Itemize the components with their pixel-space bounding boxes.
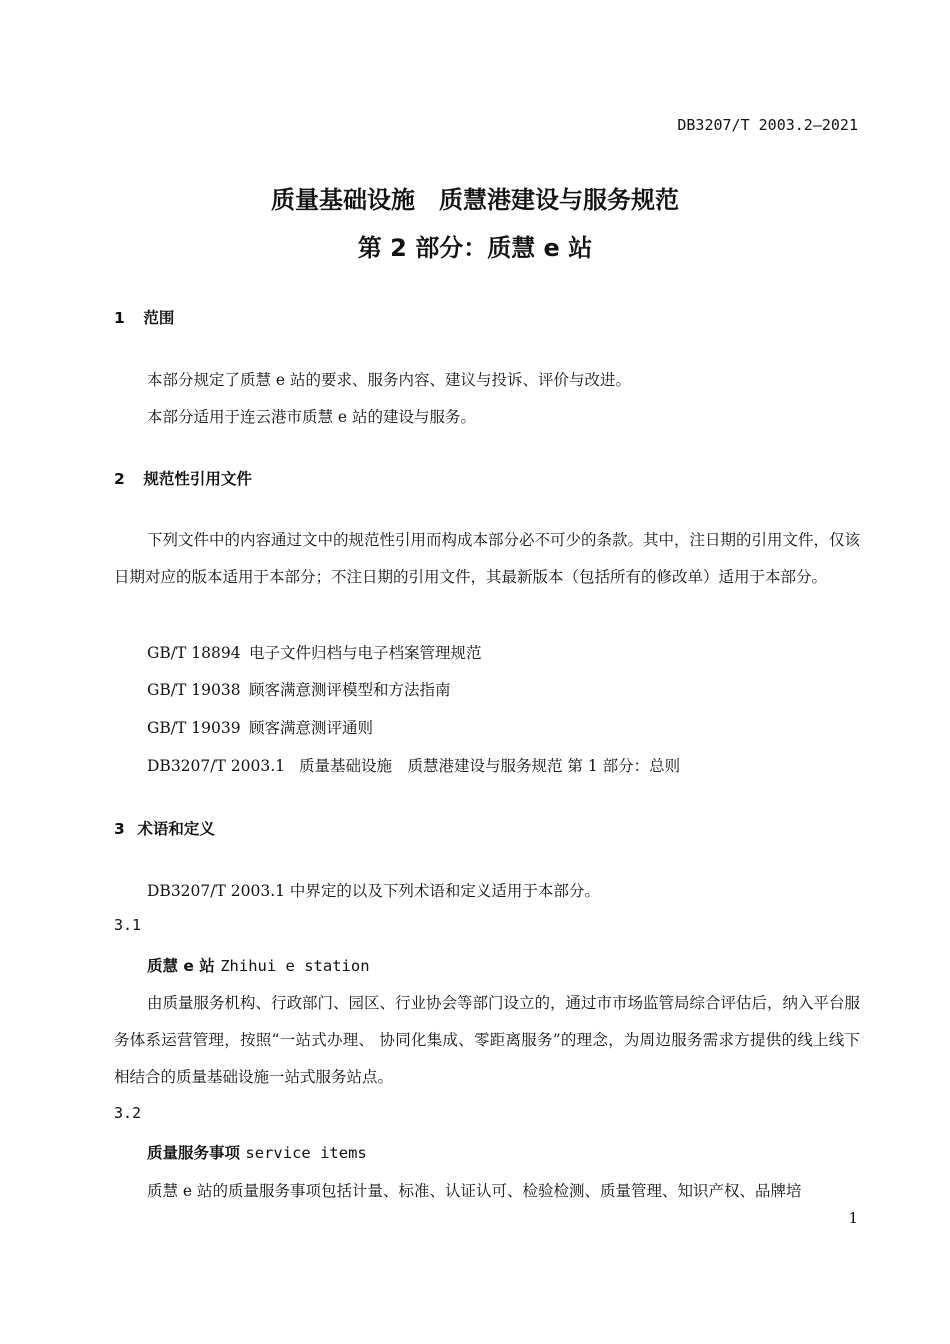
page-number: 1 [848,1209,858,1227]
section-3-heading [114,817,215,839]
section-1-heading [114,306,174,328]
reference-code: GB/T 19039 [147,719,241,737]
reference-item [147,678,451,700]
document-subtitle: 第 2 部分：质慧 e 站 [357,234,593,262]
section-number: 2 [114,470,125,488]
term-definition: 由质量服务机构、行政部门、园区、行业协会等部门设立的，通过市市场监管局综合评估后，纳入平台服务体系运营管理，按照“一站式办理、 协同化集成、零距离服务”的理念，为周边服务需求方提供的线上线下相结合的质量基础设施一站式服务站点。 [114,994,861,1086]
section-2-heading [114,467,252,489]
section-title: 术语和定义 [137,820,215,838]
paragraph: DB3207/T 2003.1 中界定的以及下列术语和定义适用于本部分。 [147,882,600,900]
document-title: 质量基础设施 质慧港建设与服务规范 [271,186,679,214]
term-heading [147,1141,367,1163]
reference-title: 电子文件归档与电子档案管理规范 [249,644,482,662]
paragraph: 下列文件中的内容通过文中的规范性引用而构成本部分必不可少的条款。其中，注日期的引用文件，仅该日期对应的版本适用于本部分；不注日期的引用文件，其最新版本（包括所有的修改单）适用于本部分。 [114,531,861,586]
standard-number: DB3207/T 2003.2—2021 [677,116,858,134]
section-number: 1 [114,309,125,327]
paragraph: 本部分适用于连云港市质慧 e 站的建设与服务。 [147,408,477,426]
reference-code: GB/T 19038 [147,681,241,699]
term-chinese: 质量服务事项 [147,1144,241,1162]
reference-title: 质量基础设施 质慧港建设与服务规范 第 1 部分：总则 [299,757,681,775]
paragraph: 本部分规定了质慧 e 站的要求、服务内容、建议与投诉、评价与改进。 [147,371,632,389]
reference-code: DB3207/T 2003.1 [147,757,285,775]
section-title: 范围 [143,309,175,327]
reference-title: 顾客满意测评模型和方法指南 [249,681,451,699]
reference-title: 顾客满意测评通则 [249,719,374,737]
term-chinese: 质慧 e 站 [147,957,215,975]
section-title: 规范性引用文件 [143,470,252,488]
reference-item [147,754,680,776]
term-definition: 质慧 e 站的质量服务事项包括计量、标准、认证认可、检验检测、质量管理、知识产权、品牌培 [147,1182,802,1200]
term-english: Zhihui e station [220,957,370,975]
reference-item [147,641,482,663]
reference-item [147,716,373,738]
section-number: 3 [114,820,125,838]
term-heading [147,954,370,976]
term-number: 3.1 [114,916,142,934]
reference-code: GB/T 18894 [147,644,241,662]
term-number: 3.2 [114,1104,142,1122]
term-english: service items [245,1144,367,1162]
